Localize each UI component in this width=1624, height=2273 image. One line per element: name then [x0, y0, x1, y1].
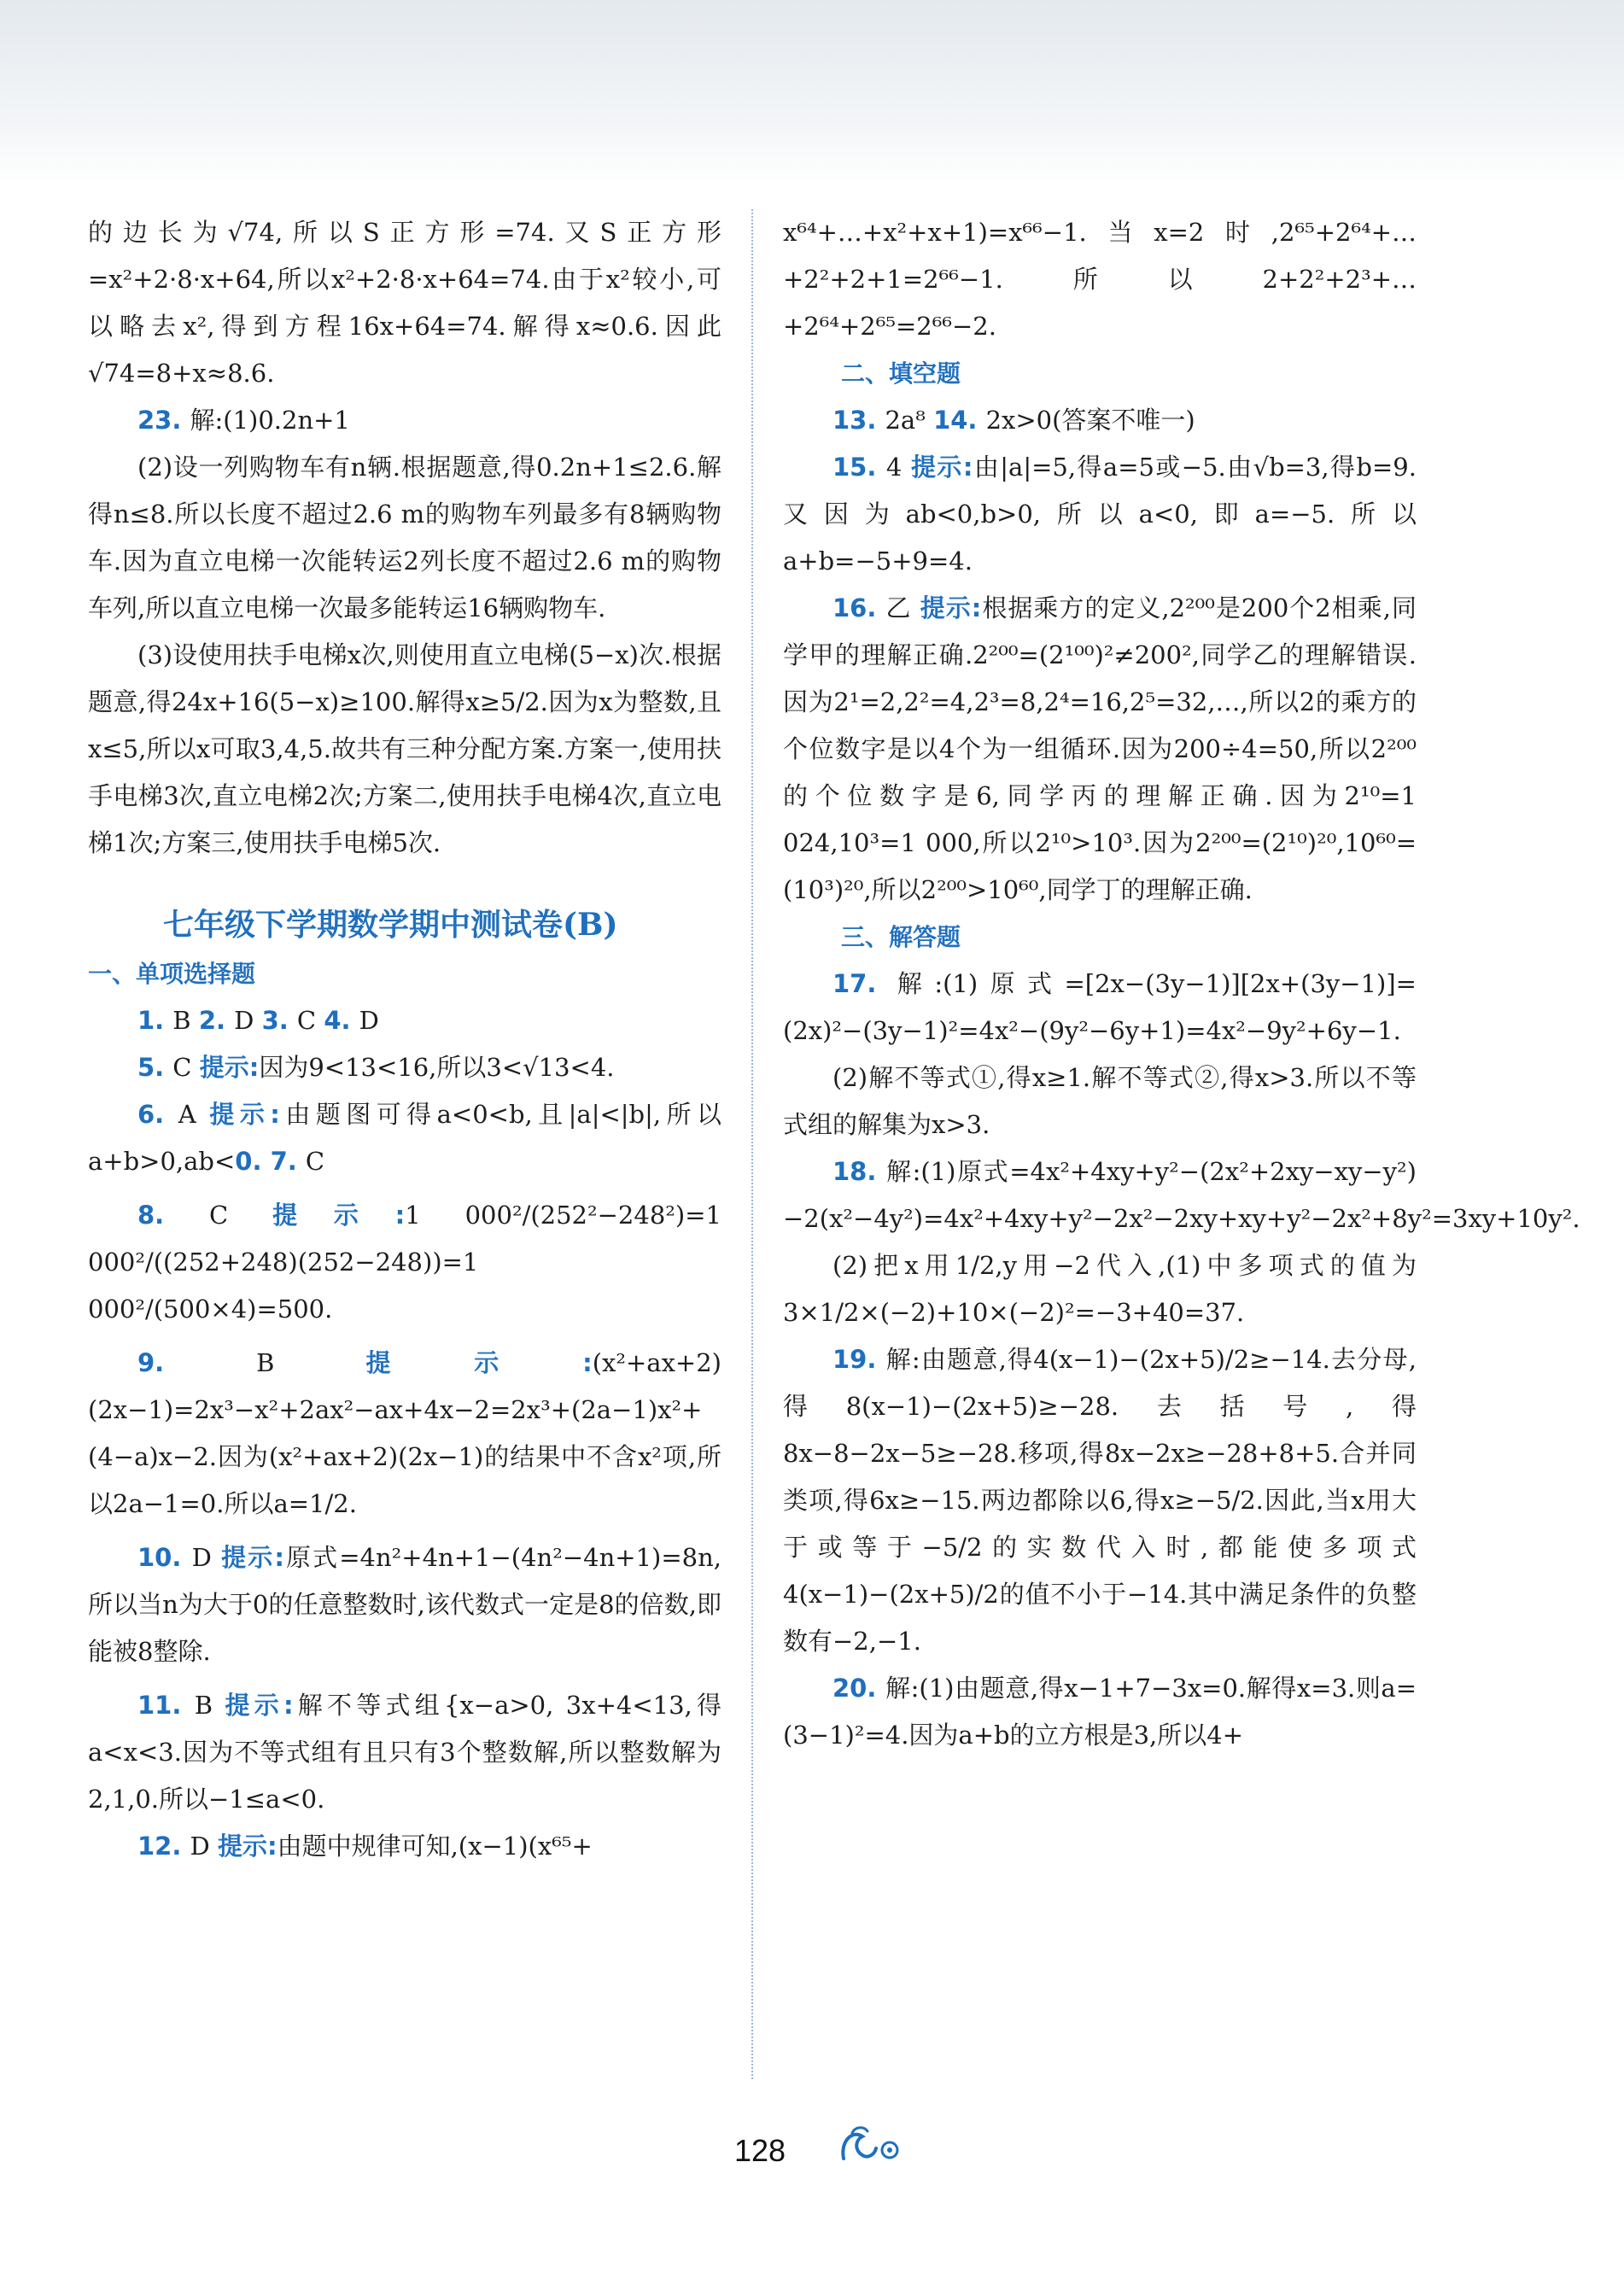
item-number: 16.	[832, 593, 886, 622]
item-number: 15.	[832, 453, 886, 482]
hint-label: 提示:	[225, 1691, 294, 1720]
right-column	[783, 209, 1580, 1759]
paragraph: x⁶⁴+…+x²+x+1)=x⁶⁶−1.当x=2时,2⁶⁵+2⁶⁴+…+2²+2+1=2⁶⁶−1.所以2+2²+2³+…+2⁶⁴+2⁶⁵=2⁶⁶−2.	[783, 218, 1417, 341]
answer-row: 16. 乙 提示:根据乘方的定义,2²⁰⁰是200个2相乘,同学甲的理解正确.2²⁰⁰=(2¹⁰⁰)²≠200²,同学乙的理解错误.因为2¹=2,2²=4,2³=8,2⁴=16,2⁵=32,…,所以2的乘方的个位数字是以4个为一组循环.因为200÷4=50,所以2²⁰⁰的个位数字是6,同学丙的理解正确.因为2¹⁰=1 024,10³=1 000,所以2¹⁰>10³.因为2²⁰⁰=(2¹⁰)²⁰,10⁶⁰=(10³)²⁰,所以2²⁰⁰>10⁶⁰,同学丁的理解正确.	[783, 593, 1417, 904]
hint-label: 提示:	[910, 453, 973, 482]
hint-label: 提示:	[920, 593, 982, 622]
answer-23-part1: 23. 解:(1)0.2n+1	[137, 406, 350, 435]
item-number: 13.	[832, 406, 885, 435]
hint-label: 提示:	[221, 1543, 284, 1572]
column-divider	[751, 209, 753, 2079]
item-number: 19.	[832, 1345, 886, 1374]
solution-row: 17. 解:(1)原式=[2x−(3y−1)][2x+(3y−1)]=(2x)²−(3y−1)²=4x²−(9y²−6y+1)=4x²−9y²+6y−1.	[783, 969, 1417, 1045]
item-number: 4.	[324, 1006, 359, 1035]
hint-label: 提示:	[365, 1348, 593, 1377]
paragraph: 的边长为√74,所以S正方形=74.又S正方形=x²+2·8·x+64,所以x²+2·8·x+64=74.由于x²较小,可以略去x²,得到方程16x+64=74.解得x≈0.6.因此√74=8+x≈8.6.	[88, 218, 721, 388]
hint-label: 提示:	[209, 1100, 280, 1129]
solution-row: (2)解不等式①,得x≥1.解不等式②,得x>3.所以不等式组的解集为x>3.	[783, 1063, 1417, 1139]
section-heading-fill: 二、填空题	[841, 359, 961, 388]
page-number: 128	[733, 2133, 786, 2168]
decorative-swirl-icon	[837, 2124, 905, 2167]
left-column	[88, 209, 721, 1870]
answer-row: 1. B 2. D 3. C 4. D	[137, 1006, 379, 1035]
answer-row: 13. 2a⁸ 14. 2x>0(答案不唯一)	[832, 406, 1195, 435]
hint-label: 提示:	[199, 1053, 260, 1082]
solution-row: (2)把x用1/2,y用−2代入,(1)中多项式的值为3×1/2×(−2)+10×(−2)²=−3+40=37.	[783, 1251, 1417, 1327]
answer-row: 9. B 提示:(x²+ax+2)(2x−1)=2x³−x²+2ax²−ax+4x−2=2x³+(2a−1)x²+(4−a)x−2.因为(x²+ax+2)(2x−1)的结果中不含x²项,所以2a−1=0.所以a=1/2.	[88, 1348, 721, 1518]
item-number: 14.	[933, 406, 986, 435]
item-number: 23.	[137, 406, 190, 435]
item-number: 3.	[261, 1006, 297, 1035]
answer-row: 15. 4 提示:由|a|=5,得a=5或−5.由√b=3,得b=9.又因为ab<0,b>0,所以a<0,即a=−5.所以a+b=−5+9=4.	[783, 453, 1417, 576]
exam-title: 七年级下学期数学期中测试卷(B)	[163, 907, 618, 943]
item-number: 9.	[137, 1348, 257, 1377]
section-heading-choice: 一、单项选择题	[88, 960, 256, 988]
item-number: 11.	[137, 1691, 195, 1720]
answer-row: 11. B 提示:解不等式组{x−a>0, 3x+4<13,得a<x<3.因为不等式组有且只有3个整数解,所以整数解为2,1,0.所以−1≤a<0.	[88, 1691, 721, 1814]
item-number: 5.	[137, 1053, 173, 1082]
answer-23-part3: (3)设使用扶手电梯x次,则使用直立电梯(5−x)次.根据题意,得24x+16(5−x)≥100.解得x≥5/2.因为x为整数,且x≤5,所以x可取3,4,5.故共有三种分配方案.方案一,使用扶手电梯3次,直立电梯2次;方案二,使用扶手电梯4次,直立电梯1次;方案三,使用扶手电梯5次.	[88, 640, 721, 857]
solution-row: 19. 解:由题意,得4(x−1)−(2x+5)/2≥−14.去分母,得8(x−1)−(2x+5)≥−28.去括号,得8x−8−2x−5≥−28.移项,得8x−2x≥−28+8+5.合并同类项,得6x≥−15.两边都除以6,得x≥−5/2.因此,当x用大于或等于−5/2的实数代入时,都能使多项式4(x−1)−(2x+5)/2的值不小于−14.其中满足条件的负整数有−2,−1.	[783, 1345, 1417, 1656]
item-number: 20.	[832, 1674, 886, 1703]
header-band	[0, 0, 1624, 184]
answer-row: 10. D 提示:原式=4n²+4n+1−(4n²−4n+1)=8n,所以当n为大于0的任意整数时,该代数式一定是8的倍数,即能被8整除.	[88, 1543, 721, 1666]
item-number: 2.	[198, 1006, 235, 1035]
item-number: 6.	[137, 1100, 178, 1129]
answer-23-part2: (2)设一列购物车有n辆.根据题意,得0.2n+1≤2.6.解得n≤8.所以长度不超过2.6 m的购物车列最多有8辆购物车.因为直立电梯一次能转运2列长度不超过2.6 m的购物车列,所以直立电梯一次最多能转运16辆购物车.	[88, 453, 721, 622]
solution-row: 18. 解:(1)原式=4x²+4xy+y²−(2x²+2xy−xy−y²)−2(x²−4y²)=4x²+4xy+y²−2x²−2xy+xy+y²−2x²+8y²=3xy+10y².	[783, 1157, 1580, 1233]
item-number: 0.	[235, 1147, 271, 1176]
answer-row: 6. A 提示:由题图可得a<0<b,且|a|<|b|,所以a+b>0,ab<0. 7. C	[88, 1100, 721, 1176]
item-number: 18.	[832, 1157, 887, 1186]
item-number: 17.	[832, 969, 897, 998]
item-number: 12.	[137, 1832, 190, 1861]
answer-row: 5. C 提示:因为9<13<16,所以3<√13<4.	[137, 1053, 615, 1082]
item-number: 10.	[137, 1543, 192, 1572]
section-heading-solve: 三、解答题	[841, 923, 961, 951]
item-number: 1.	[137, 1006, 173, 1035]
answer-row: 8. C 提示:1 000²/(252²−248²)=1 000²/((252+248)(252−248))=1 000²/(500×4)=500.	[88, 1201, 721, 1323]
item-number: 8.	[137, 1201, 210, 1230]
item-number: 7.	[270, 1147, 306, 1176]
hint-label: 提示:	[272, 1201, 406, 1230]
answer-row: 12. D 提示:由题中规律可知,(x−1)(x⁶⁵+	[137, 1832, 593, 1861]
solution-row: 20. 解:(1)由题意,得x−1+7−3x=0.解得x=3.则a=(3−1)²=4.因为a+b的立方根是3,所以4+	[783, 1674, 1417, 1750]
hint-label: 提示:	[217, 1832, 277, 1861]
